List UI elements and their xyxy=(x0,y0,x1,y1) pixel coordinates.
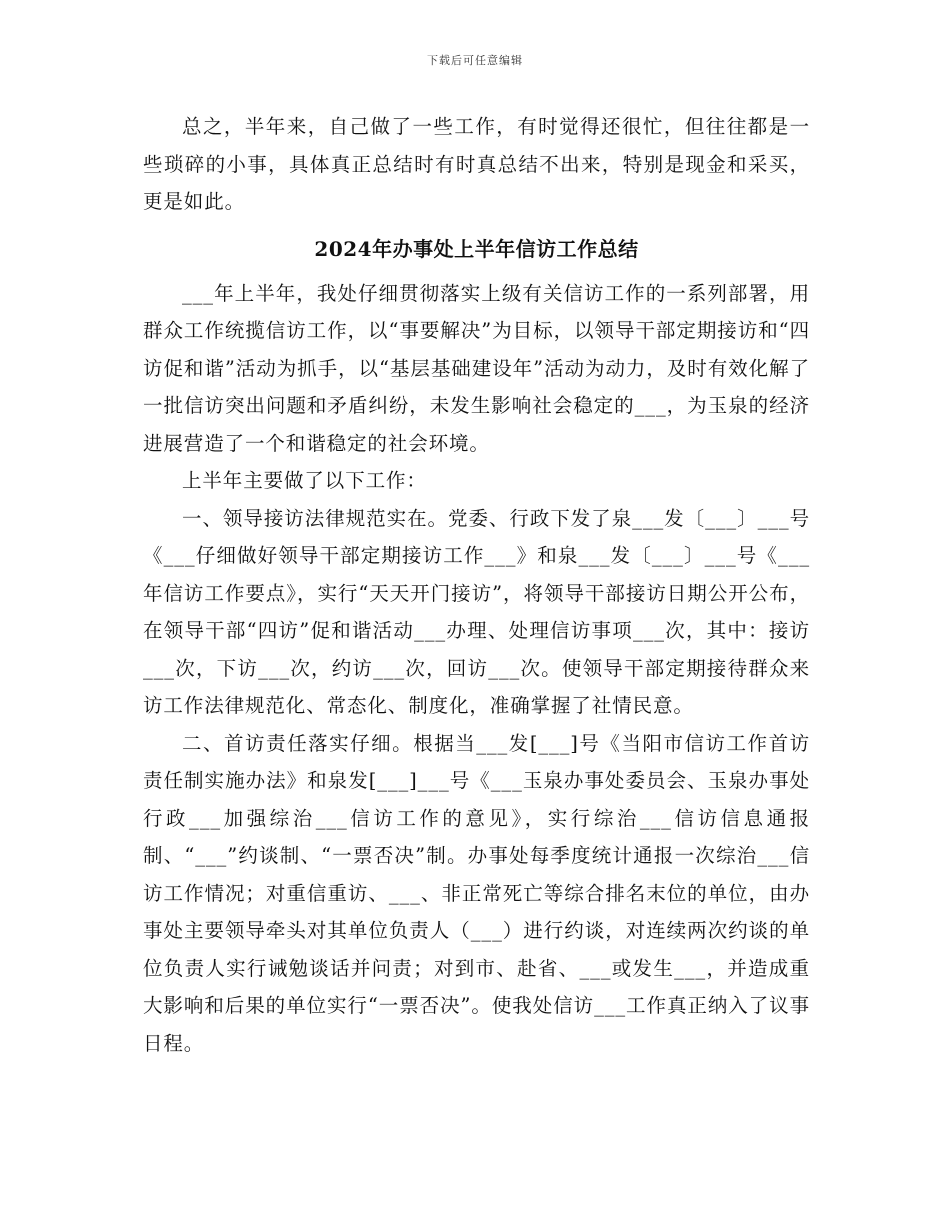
body-paragraph: 总之，半年来，自己做了一些工作，有时觉得还很忙，但往往都是一些琐碎的小事，具体真正总结时有时真总结不出来，特别是现金和采买，更是如此。 xyxy=(143,115,810,213)
body-paragraph: 一、领导接访法律规范实在。党委、行政下发了泉___发〔___〕___号《___仔细做好领导干部定期接访工作___》和泉___发〔___〕___号《___年信访工作要点》，实行“天天开门接访”，将领导干部接访日期公开公布，在领导干部“四访”促和谐活动___办理、处理信访事项___次，其中：接访___次，下访___次，约访___次，回访___次。使领导干部定期接待群众来访工作法律规范化、常态化、制度化，准确掌握了社情民意。 xyxy=(143,506,810,717)
document-title: 2024年办事处上半年信访工作总结 xyxy=(314,236,639,261)
page-header: 下载后可任意编辑 xyxy=(427,54,523,67)
body-paragraph: 二、首访责任落实仔细。根据当___发[___]号《当阳市信访工作首访责任制实施办法》和泉发[___]___号《___玉泉办事处委员会、玉泉办事处行政___加强综治___信访工作的意见》，实行综治___信访信息通报制、“___”约谈制、“一票否决”制。办事处每季度统计通报一次综治___信访工作情况；对重信重访、___、非正常死亡等综合排名末位的单位，由办事处主要领导牵头对其单位负责人（___）进行约谈，对连续两次约谈的单位负责人实行诫勉谈话并问责；对到市、赴省、___或发生___，并造成重大影响和后果的单位实行“一票否决”。使我处信访___工作真正纳入了议事日程。 xyxy=(143,731,810,1055)
body-paragraph: ___年上半年，我处仔细贯彻落实上级有关信访工作的一系列部署，用群众工作统揽信访工作，以“事要解决”为目标，以领导干部定期接访和“四访促和谐”活动为抓手，以“基层基础建设年”活动为动力，及时有效化解了一批信访突出问题和矛盾纠纷，未发生影响社会稳定的___，为玉泉的经济进展营造了一个和谐稳定的社会环境。 xyxy=(143,281,810,455)
document-body xyxy=(143,108,810,1062)
body-paragraph: 上半年主要做了以下工作： xyxy=(182,469,427,492)
